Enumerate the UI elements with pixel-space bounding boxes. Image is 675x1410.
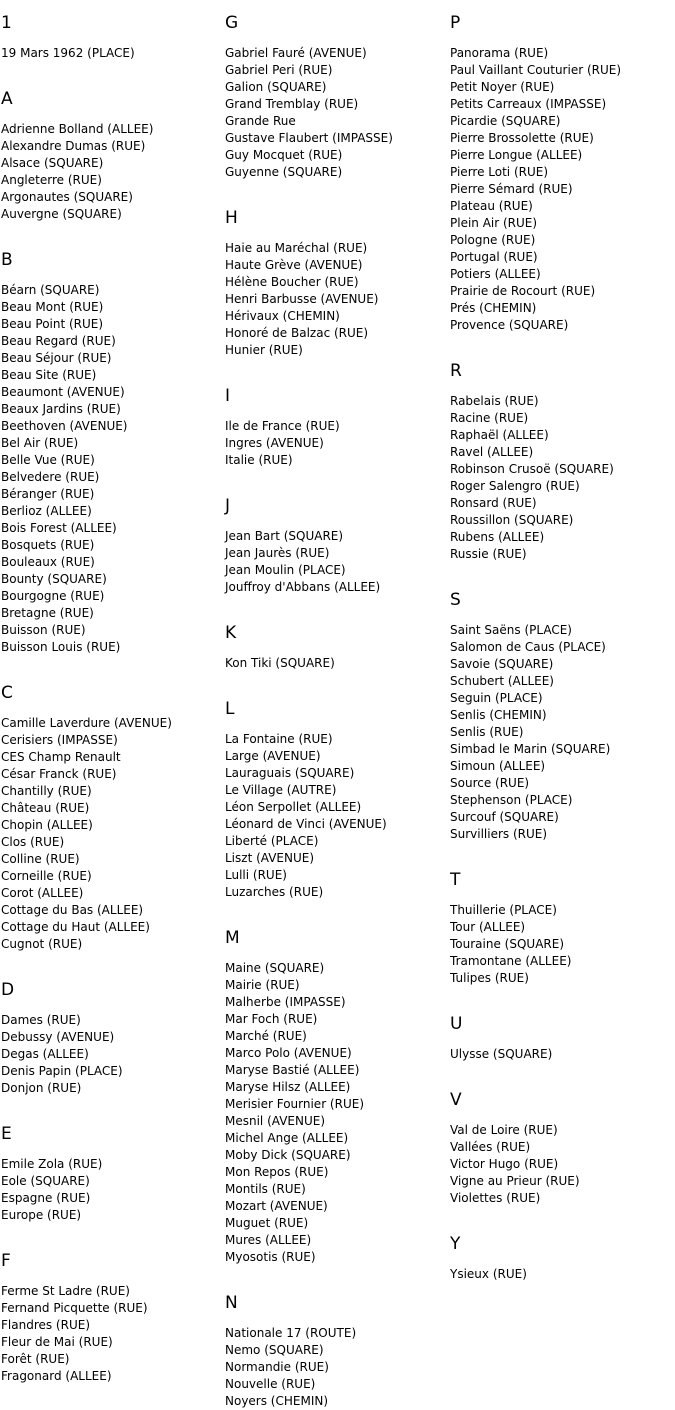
section-letter-heading: Y: [450, 1234, 461, 1254]
street-list: [225, 1325, 356, 1410]
street-entry: Pierre Brossolette (RUE): [450, 131, 594, 145]
street-entry: Gabriel Fauré (AVENUE): [225, 46, 367, 60]
street-entry: Pierre Sémard (RUE): [450, 182, 573, 196]
street-entry: Surcouf (SQUARE): [450, 810, 559, 824]
street-entry: Lulli (RUE): [225, 868, 287, 882]
street-entry: Angleterre (RUE): [1, 173, 102, 187]
section-letter-heading: P: [450, 13, 461, 33]
street-list: [225, 731, 387, 901]
letter-section: [450, 12, 621, 334]
street-entry: Merisier Fournier (RUE): [225, 1097, 365, 1111]
street-entry: Ravel (ALLEE): [450, 445, 534, 459]
section-letter-heading: N: [225, 1293, 238, 1313]
street-entry: Hélène Boucher (RUE): [225, 275, 359, 289]
street-entry: Jean Jaurès (RUE): [225, 546, 330, 560]
section-letter-heading: C: [1, 683, 13, 703]
street-entry: Beethoven (AVENUE): [1, 419, 128, 433]
street-entry: Fragonard (ALLEE): [1, 1369, 112, 1383]
street-entry: Rabelais (RUE): [450, 394, 539, 408]
street-entry: Myosotis (RUE): [225, 1250, 316, 1264]
street-entry: Cugnot (RUE): [1, 937, 83, 951]
letter-section: [225, 622, 335, 672]
street-list: [450, 1266, 527, 1283]
street-entry: Raphaël (ALLEE): [450, 428, 549, 442]
street-entry: Forêt (RUE): [1, 1352, 70, 1366]
street-entry: Roger Salengro (RUE): [450, 479, 580, 493]
street-entry: Hérivaux (CHEMIN): [225, 309, 340, 323]
street-entry: Bosquets (RUE): [1, 538, 95, 552]
street-entry: Buisson (RUE): [1, 623, 86, 637]
street-entry: Pierre Longue (ALLEE): [450, 148, 583, 162]
street-entry: Marco Polo (AVENUE): [225, 1046, 352, 1060]
street-entry: Guy Mocquet (RUE): [225, 148, 343, 162]
street-entry: Béarn (SQUARE): [1, 283, 100, 297]
street-entry: Michel Ange (ALLEE): [225, 1131, 349, 1145]
street-entry: Petit Noyer (RUE): [450, 80, 555, 94]
street-entry: Maryse Hilsz (ALLEE): [225, 1080, 351, 1094]
street-entry: Camille Laverdure (AVENUE): [1, 716, 172, 730]
street-entry: Alsace (SQUARE): [1, 156, 104, 170]
street-entry: Bouleaux (RUE): [1, 555, 95, 569]
letter-section: [225, 927, 364, 1266]
street-list: [225, 240, 378, 359]
street-list: [1, 45, 135, 62]
street-list: [225, 655, 335, 672]
street-entry: Béranger (RUE): [1, 487, 95, 501]
street-entry: Chantilly (RUE): [1, 784, 92, 798]
street-list: [1, 1012, 123, 1097]
section-letter-heading: J: [225, 496, 231, 516]
street-entry: Pologne (RUE): [450, 233, 536, 247]
street-list: [450, 393, 614, 563]
section-letter-heading: K: [225, 623, 237, 643]
street-list: [1, 715, 172, 953]
street-entry: Haie au Maréchal (RUE): [225, 241, 368, 255]
street-entry: Potiers (ALLEE): [450, 267, 541, 281]
section-letter-heading: R: [450, 361, 462, 381]
street-entry: Emile Zola (RUE): [1, 1157, 103, 1171]
section-letter-heading: I: [225, 386, 231, 406]
street-entry: Salomon de Caus (PLACE): [450, 640, 606, 654]
street-entry: Mar Foch (RUE): [225, 1012, 318, 1026]
street-entry: Mozart (AVENUE): [225, 1199, 328, 1213]
street-entry: Gabriel Peri (RUE): [225, 63, 333, 77]
street-entry: Cottage du Bas (ALLEE): [1, 903, 144, 917]
street-entry: Eole (SQUARE): [1, 1174, 90, 1188]
street-entry: Beau Site (RUE): [1, 368, 97, 382]
street-entry: Henri Barbusse (AVENUE): [225, 292, 379, 306]
street-list: [225, 45, 393, 181]
street-list: [450, 45, 621, 334]
street-entry: Jean Bart (SQUARE): [225, 529, 344, 543]
street-entry: Ulysse (SQUARE): [450, 1047, 553, 1061]
street-entry: Val de Loire (RUE): [450, 1123, 558, 1137]
street-entry: Roussillon (SQUARE): [450, 513, 574, 527]
street-entry: Alexandre Dumas (RUE): [1, 139, 146, 153]
street-entry: Ronsard (RUE): [450, 496, 537, 510]
street-entry: Muguet (RUE): [225, 1216, 309, 1230]
street-entry: Haute Grève (AVENUE): [225, 258, 363, 272]
street-entry: Le Village (AUTRE): [225, 783, 337, 797]
street-entry: Guyenne (SQUARE): [225, 165, 343, 179]
section-letter-heading: T: [450, 870, 461, 890]
street-entry: Stephenson (PLACE): [450, 793, 573, 807]
letter-section: [1, 682, 172, 953]
street-list: [225, 960, 364, 1266]
street-entry: Jouffroy d'Abbans (ALLEE): [225, 580, 381, 594]
street-entry: Fernand Picquette (RUE): [1, 1301, 148, 1315]
street-entry: Savoie (SQUARE): [450, 657, 554, 671]
letter-section: [1, 979, 123, 1097]
letter-section: [450, 360, 614, 563]
section-letter-heading: 1: [1, 13, 12, 33]
street-entry: Gustave Flaubert (IMPASSE): [225, 131, 393, 145]
street-entry: Beau Mont (RUE): [1, 300, 104, 314]
street-entry: Mairie (RUE): [225, 978, 300, 992]
street-entry: Honoré de Balzac (RUE): [225, 326, 369, 340]
street-entry: Denis Papin (PLACE): [1, 1064, 123, 1078]
street-entry: Vigne au Prieur (RUE): [450, 1174, 580, 1188]
street-entry: Seguin (PLACE): [450, 691, 543, 705]
street-entry: Auvergne (SQUARE): [1, 207, 122, 221]
street-entry: Tour (ALLEE): [450, 920, 526, 934]
street-entry: Tulipes (RUE): [450, 971, 529, 985]
section-letter-heading: F: [1, 1251, 11, 1271]
street-entry: Léon Serpollet (ALLEE): [225, 800, 362, 814]
street-list: [1, 282, 128, 656]
street-entry: Saint Saëns (PLACE): [450, 623, 572, 637]
street-entry: Colline (RUE): [1, 852, 80, 866]
street-entry: Schubert (ALLEE): [450, 674, 554, 688]
street-entry: Italie (RUE): [225, 453, 293, 467]
street-entry: Beau Point (RUE): [1, 317, 104, 331]
street-entry: Bretagne (RUE): [1, 606, 94, 620]
street-list: [450, 902, 571, 987]
letter-section: [225, 495, 380, 596]
street-entry: Beau Séjour (RUE): [1, 351, 112, 365]
street-entry: Bois Forest (ALLEE): [1, 521, 117, 535]
street-entry: Argonautes (SQUARE): [1, 190, 133, 204]
street-entry: Mon Repos (RUE): [225, 1165, 329, 1179]
street-entry: Belvedere (RUE): [1, 470, 100, 484]
letter-section: [450, 1013, 552, 1063]
street-entry: Mesnil (AVENUE): [225, 1114, 326, 1128]
street-entry: Galion (SQUARE): [225, 80, 327, 94]
street-entry: Thuillerie (PLACE): [450, 903, 557, 917]
street-entry: Debussy (AVENUE): [1, 1030, 115, 1044]
street-list: [1, 1156, 102, 1224]
street-entry: Nationale 17 (ROUTE): [225, 1326, 357, 1340]
letter-section: [1, 88, 153, 223]
street-entry: Source (RUE): [450, 776, 530, 790]
street-list: [450, 1046, 552, 1063]
street-entry: Adrienne Bolland (ALLEE): [1, 122, 154, 136]
street-entry: Luzarches (RUE): [225, 885, 324, 899]
street-list: [450, 1122, 580, 1207]
street-entry: Ysieux (RUE): [450, 1267, 527, 1281]
street-entry: Espagne (RUE): [1, 1191, 91, 1205]
section-letter-heading: H: [225, 208, 238, 228]
street-entry: Picardie (SQUARE): [450, 114, 561, 128]
letter-section: [1, 12, 135, 62]
street-entry: Chopin (ALLEE): [1, 818, 93, 832]
street-entry: Ingres (AVENUE): [225, 436, 324, 450]
street-entry: Maine (SQUARE): [225, 961, 325, 975]
street-entry: Corot (ALLEE): [1, 886, 84, 900]
street-entry: Grand Tremblay (RUE): [225, 97, 359, 111]
street-entry: Prairie de Rocourt (RUE): [450, 284, 596, 298]
street-entry: Rubens (ALLEE): [450, 530, 545, 544]
street-entry: Simoun (ALLEE): [450, 759, 546, 773]
street-entry: Bourgogne (RUE): [1, 589, 105, 603]
letter-section: [1, 249, 128, 656]
street-entry: Beaux Jardins (RUE): [1, 402, 121, 416]
street-list: [225, 418, 340, 469]
street-entry: Cerisiers (IMPASSE): [1, 733, 118, 747]
street-entry: CES Champ Renault: [1, 750, 121, 764]
street-entry: Petits Carreaux (IMPASSE): [450, 97, 607, 111]
street-entry: Grande Rue: [225, 114, 296, 128]
street-entry: 19 Mars 1962 (PLACE): [1, 46, 135, 60]
section-letter-heading: A: [1, 89, 13, 109]
street-entry: Nouvelle (RUE): [225, 1377, 316, 1391]
street-entry: Senlis (CHEMIN): [450, 708, 547, 722]
street-entry: Provence (SQUARE): [450, 318, 569, 332]
street-entry: Lauraguais (SQUARE): [225, 766, 355, 780]
street-entry: Clos (RUE): [1, 835, 65, 849]
street-entry: Normandie (RUE): [225, 1360, 329, 1374]
street-entry: Corneille (RUE): [1, 869, 92, 883]
street-entry: Fleur de Mai (RUE): [1, 1335, 113, 1349]
street-entry: La Fontaine (RUE): [225, 732, 333, 746]
street-entry: Plein Air (RUE): [450, 216, 538, 230]
letter-section: [225, 385, 340, 469]
street-entry: Léonard de Vinci (AVENUE): [225, 817, 387, 831]
street-entry: Degas (ALLEE): [1, 1047, 89, 1061]
street-entry: Liszt (AVENUE): [225, 851, 315, 865]
section-letter-heading: D: [1, 980, 15, 1000]
street-entry: Survilliers (RUE): [450, 827, 548, 841]
letter-section: [225, 698, 387, 901]
street-entry: Donjon (RUE): [1, 1081, 82, 1095]
street-entry: Belle Vue (RUE): [1, 453, 95, 467]
street-entry: Flandres (RUE): [1, 1318, 90, 1332]
street-entry: Senlis (RUE): [450, 725, 524, 739]
section-letter-heading: L: [225, 699, 235, 719]
street-list: [225, 528, 380, 596]
street-entry: Marché (RUE): [225, 1029, 307, 1043]
street-entry: Plateau (RUE): [450, 199, 533, 213]
street-list: [1, 121, 153, 223]
section-letter-heading: M: [225, 928, 240, 948]
street-entry: Paul Vaillant Couturier (RUE): [450, 63, 622, 77]
letter-section: [450, 589, 610, 843]
letter-section: [1, 1123, 102, 1224]
letter-section: [450, 869, 571, 987]
street-entry: Mures (ALLEE): [225, 1233, 312, 1247]
letter-section: [225, 1292, 356, 1410]
street-entry: Berlioz (ALLEE): [1, 504, 92, 518]
street-entry: Beau Regard (RUE): [1, 334, 116, 348]
street-entry: Large (AVENUE): [225, 749, 321, 763]
street-entry: Maryse Bastié (ALLEE): [225, 1063, 360, 1077]
letter-section: [1, 1250, 148, 1385]
section-letter-heading: E: [1, 1124, 12, 1144]
street-entry: Victor Hugo (RUE): [450, 1157, 559, 1171]
street-list: [450, 622, 610, 843]
section-letter-heading: S: [450, 590, 461, 610]
street-entry: Ile de France (RUE): [225, 419, 340, 433]
street-entry: Cottage du Haut (ALLEE): [1, 920, 150, 934]
street-entry: Tramontane (ALLEE): [450, 954, 572, 968]
street-entry: Hunier (RUE): [225, 343, 303, 357]
street-entry: César Franck (RUE): [1, 767, 117, 781]
street-entry: Montils (RUE): [225, 1182, 306, 1196]
section-letter-heading: B: [1, 250, 13, 270]
street-entry: Noyers (CHEMIN): [225, 1394, 329, 1408]
street-entry: Moby Dick (SQUARE): [225, 1148, 351, 1162]
street-entry: Vallées (RUE): [450, 1140, 531, 1154]
street-entry: Racine (RUE): [450, 411, 529, 425]
street-entry: Panorama (RUE): [450, 46, 549, 60]
section-letter-heading: U: [450, 1014, 463, 1034]
street-entry: Ferme St Ladre (RUE): [1, 1284, 130, 1298]
street-entry: Bounty (SQUARE): [1, 572, 107, 586]
section-letter-heading: G: [225, 13, 239, 33]
street-entry: Touraine (SQUARE): [450, 937, 564, 951]
street-entry: Europe (RUE): [1, 1208, 82, 1222]
street-entry: Robinson Crusoë (SQUARE): [450, 462, 614, 476]
street-entry: Pierre Loti (RUE): [450, 165, 549, 179]
street-entry: Liberté (PLACE): [225, 834, 319, 848]
letter-section: [225, 207, 378, 359]
street-entry: Dames (RUE): [1, 1013, 81, 1027]
street-entry: Jean Moulin (PLACE): [225, 563, 346, 577]
section-letter-heading: V: [450, 1090, 462, 1110]
street-entry: Kon Tiki (SQUARE): [225, 656, 335, 670]
street-entry: Château (RUE): [1, 801, 90, 815]
street-entry: Malherbe (IMPASSE): [225, 995, 346, 1009]
street-entry: Russie (RUE): [450, 547, 527, 561]
street-entry: Portugal (RUE): [450, 250, 538, 264]
letter-section: [225, 12, 393, 181]
street-entry: Violettes (RUE): [450, 1191, 541, 1205]
street-entry: Prés (CHEMIN): [450, 301, 537, 315]
street-list: [1, 1283, 148, 1385]
letter-section: [450, 1089, 580, 1207]
street-entry: Nemo (SQUARE): [225, 1343, 324, 1357]
street-entry: Bel Air (RUE): [1, 436, 79, 450]
street-entry: Simbad le Marin (SQUARE): [450, 742, 611, 756]
street-entry: Buisson Louis (RUE): [1, 640, 121, 654]
letter-section: [450, 1233, 527, 1283]
street-entry: Beaumont (AVENUE): [1, 385, 125, 399]
